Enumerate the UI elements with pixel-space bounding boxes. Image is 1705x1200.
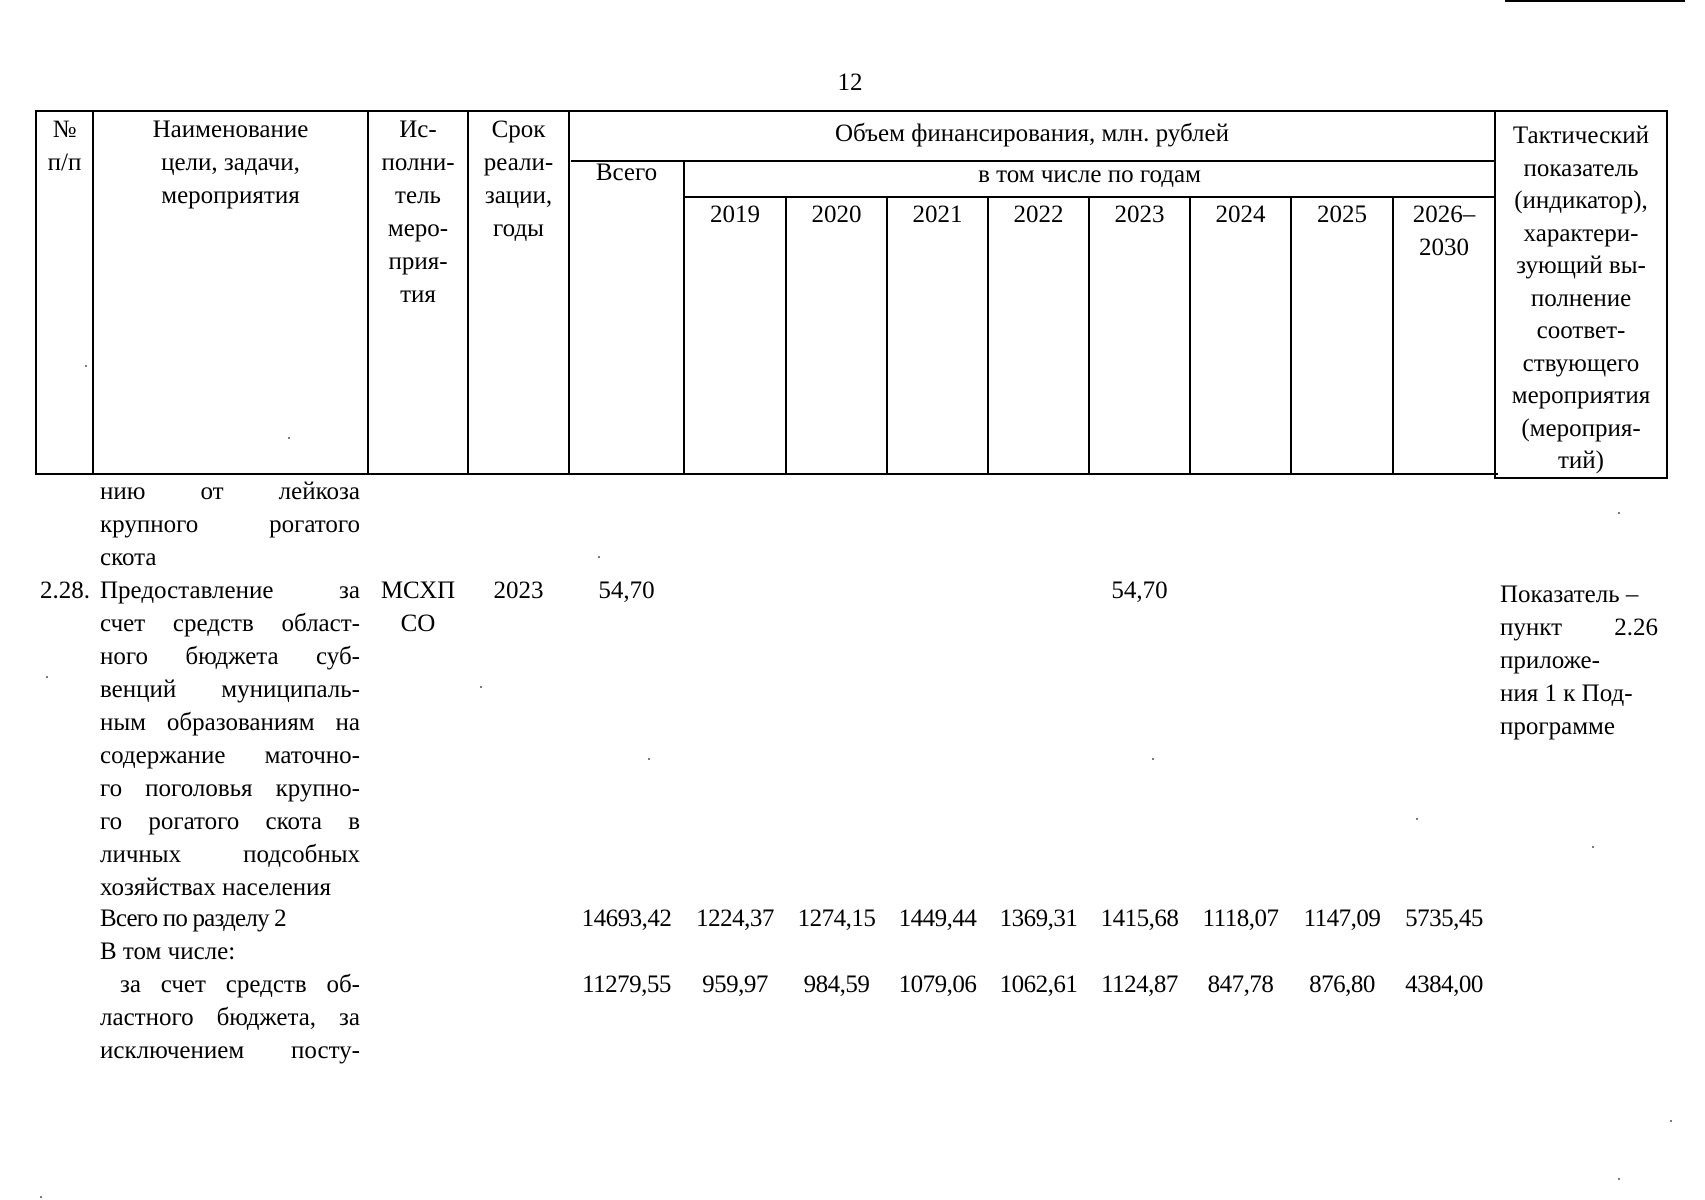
name-line: ным образованиям на [100, 709, 360, 736]
header-year-2021: 2021 [912, 201, 963, 228]
header-year-2023: 2023 [1114, 201, 1165, 228]
scan-speck [1618, 1178, 1620, 1180]
scan-speck [46, 676, 48, 678]
header-text: тия [400, 281, 436, 308]
header-text: п/п [47, 149, 82, 176]
header-text: характери- [1523, 219, 1639, 247]
header-text: прия- [388, 248, 448, 275]
header-col-indicator [1496, 120, 1666, 478]
header-text: годы [493, 215, 544, 242]
row-228-term: 2023 [493, 577, 544, 604]
section-total-2025: 1147,09 [1303, 905, 1381, 932]
vline [1290, 196, 1292, 475]
name-line: хозяйствах населения [100, 874, 331, 901]
header-year-2022: 2022 [1013, 201, 1064, 228]
header-by-years: в том числе по годам [978, 161, 1201, 188]
vline [886, 196, 888, 475]
header-text: цели, задачи, [161, 149, 300, 176]
regional-name [100, 968, 360, 1067]
scan-speck [1618, 512, 1620, 514]
header-text: полни- [381, 149, 455, 176]
name-line: нию от лейкоза [100, 478, 360, 505]
section-total-2024: 1118,07 [1202, 905, 1279, 932]
name-line: го рогатого скота в [100, 808, 360, 835]
row-228-total: 54,70 [598, 577, 655, 604]
row-228-value-2023: 54,70 [1111, 577, 1168, 604]
regional-total: 11279,55 [582, 971, 671, 998]
header-col-num [37, 113, 92, 179]
header-text: мероприятия [1511, 382, 1651, 409]
header-top-border [35, 110, 1666, 112]
header-year-2020: 2020 [811, 201, 862, 228]
regional-2021: 1079,06 [898, 971, 977, 998]
header-text: 2030 [1419, 234, 1469, 261]
scan-edge-line [1505, 0, 1685, 2]
regional-2025: 876,80 [1309, 971, 1375, 998]
header-text: тий) [1557, 447, 1604, 474]
header-text: полнение [1530, 284, 1632, 312]
section-total-2020: 1274,15 [797, 905, 876, 932]
scan-speck [40, 1196, 42, 1198]
header-col-executor [369, 113, 467, 311]
indicator-line: ния 1 к Под- [1500, 680, 1633, 707]
scan-speck [1416, 818, 1418, 820]
header-total: Всего [595, 159, 658, 186]
indicator-line: Показатель – [1500, 581, 1639, 608]
indicator-line: программе [1500, 713, 1615, 740]
name-line: ластного бюджета, за [100, 1004, 360, 1031]
scan-speck [1670, 1120, 1672, 1122]
scan-speck [1152, 758, 1154, 760]
including-label: В том числе: [100, 938, 236, 965]
header-text: 2026– [1412, 201, 1476, 228]
section-total-2021: 1449,44 [898, 905, 977, 932]
header-text: Срок [491, 116, 546, 143]
name-line: го поголовья крупно- [100, 775, 360, 802]
page-number: 12 [837, 69, 863, 96]
scan-speck [1592, 846, 1594, 848]
executor-line: СО [400, 610, 436, 637]
name-line: счет средств област- [100, 610, 360, 637]
header-text: Наименование [152, 116, 309, 143]
name-line: содержание маточно- [100, 742, 360, 769]
vline [1189, 196, 1191, 475]
header-text: (индикатор), [1514, 187, 1648, 214]
header-year-2019: 2019 [710, 201, 760, 228]
header-text: Ис- [399, 116, 437, 143]
header-text: зующий вы- [1516, 252, 1646, 279]
scan-speck [480, 686, 482, 688]
section-total-2023: 1415,68 [1100, 905, 1179, 932]
name-line: ного бюджета суб- [100, 643, 360, 670]
name-line: за счет средств об- [120, 971, 360, 998]
indicator-line: приложе- [1500, 647, 1600, 674]
section-total-2022: 1369,31 [999, 905, 1078, 932]
scan-speck [598, 556, 600, 558]
name-line: личных подсобных [100, 841, 360, 868]
section-total-all: 14693,42 [581, 905, 672, 932]
regional-2026-2030: 4384,00 [1405, 971, 1483, 998]
header-year-2025: 2025 [1317, 201, 1367, 228]
name-line: исключением посту- [100, 1037, 360, 1064]
section-total-label: Всего по разделу 2 [100, 905, 286, 932]
vline [1666, 110, 1668, 479]
scan-speck [288, 437, 290, 439]
header-year-2024: 2024 [1215, 201, 1266, 228]
name-line: крупного рогатого [100, 511, 360, 538]
regional-2023: 1124,87 [1101, 971, 1178, 998]
row-228-number: 2.28. [40, 577, 90, 604]
executor-line: МСХП [380, 577, 456, 604]
scan-speck [85, 365, 87, 367]
header-financing-title: Объем финансирования, млн. рублей [834, 120, 1230, 147]
regional-2019: 959,97 [702, 971, 768, 998]
regional-2020: 984,59 [803, 971, 870, 998]
header-col-name [94, 113, 367, 212]
header-text: зации, [484, 182, 553, 209]
header-text: ствующего [1522, 349, 1640, 377]
name-line: скота [100, 544, 157, 571]
header-text: показатель [1523, 154, 1639, 182]
header-year-2026-2030 [1394, 198, 1494, 264]
row-228-indicator [1500, 578, 1658, 743]
name-line: Предоставление за [100, 577, 360, 604]
indicator-line: пункт 2.26 [1500, 614, 1658, 641]
header-col-term [469, 113, 568, 245]
section-total-2026-2030: 5735,45 [1405, 905, 1483, 932]
regional-2022: 1062,61 [999, 971, 1078, 998]
header-text: соответ- [1536, 317, 1626, 344]
row-228-executor [369, 574, 467, 640]
vline [1088, 196, 1090, 475]
header-text: Тактический [1512, 122, 1650, 149]
name-line: венций муниципаль- [100, 676, 360, 703]
header-text: № [52, 116, 77, 143]
header-text: реали- [483, 149, 554, 176]
vline [785, 196, 787, 475]
vline [987, 196, 989, 475]
row-228-name [100, 574, 360, 904]
header-text: мероприятия [161, 182, 300, 209]
header-text: (мероприя- [1521, 414, 1641, 442]
section-total-2019: 1224,37 [696, 905, 774, 932]
scan-speck [648, 758, 650, 760]
continued-name [100, 475, 360, 574]
header-text: тель [395, 182, 441, 209]
header-text: меро- [387, 215, 449, 242]
regional-2024: 847,78 [1207, 971, 1274, 998]
